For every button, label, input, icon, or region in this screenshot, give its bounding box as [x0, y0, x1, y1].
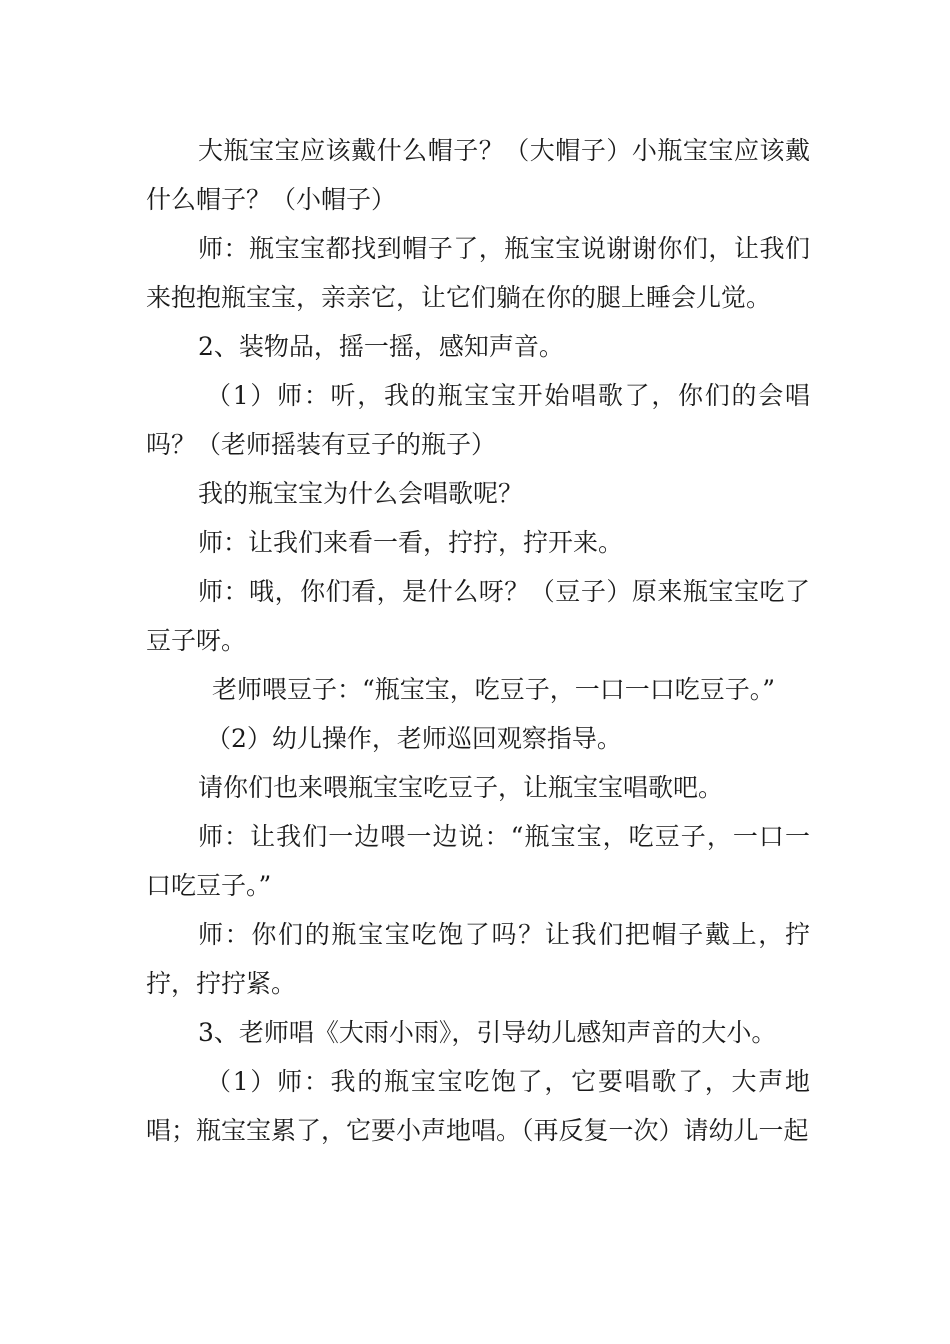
paragraph-feed-beans: 老师喂豆子：“瓶宝宝，吃豆子，一口一口吃豆子。” [212, 675, 776, 704]
paragraph-why-sing: 我的瓶宝宝为什么会唱歌呢？ [198, 479, 524, 508]
paragraph-put-on-hat: 师：你们的瓶宝宝吃饱了吗？让我们把帽子戴上，拧拧，拧拧紧。 [146, 920, 810, 998]
paragraph-step-2-2: （2）幼儿操作，老师巡回观察指导。 [206, 724, 622, 753]
paragraph-children-feed: 请你们也来喂瓶宝宝吃豆子，让瓶宝宝唱歌吧。 [198, 773, 724, 802]
paragraph-step-2-heading: 2、装物品，摇一摇，感知声音。 [198, 332, 564, 361]
paragraph-step-3-1: （1）师：我的瓶宝宝吃饱了，它要唱歌了，大声地唱；瓶宝宝累了，它要小声地唱。（再反复一次）请幼儿一起 [146, 1067, 810, 1145]
paragraph-hat-question: 大瓶宝宝应该戴什么帽子？（大帽子）小瓶宝宝应该戴什么帽子？（小帽子） [146, 136, 810, 214]
paragraph-beans: 师：哦，你们看，是什么呀？（豆子）原来瓶宝宝吃了豆子呀。 [146, 577, 810, 655]
document-body [146, 126, 810, 1155]
paragraph-step-2-1: （1）师：听，我的瓶宝宝开始唱歌了，你们的会唱吗？（老师摇装有豆子的瓶子） [146, 381, 810, 459]
paragraph-step-3-heading: 3、老师唱《大雨小雨》，引导幼儿感知声音的大小。 [198, 1018, 777, 1047]
paragraph-teacher-hug: 师：瓶宝宝都找到帽子了，瓶宝宝说谢谢你们，让我们来抱抱瓶宝宝，亲亲它，让它们躺在你的腿上睡会儿觉。 [146, 234, 810, 312]
paragraph-feed-and-say: 师：让我们一边喂一边说：“瓶宝宝，吃豆子，一口一口吃豆子。” [146, 822, 810, 900]
paragraph-open-bottle: 师：让我们来看一看，拧拧，拧开来。 [198, 528, 624, 557]
